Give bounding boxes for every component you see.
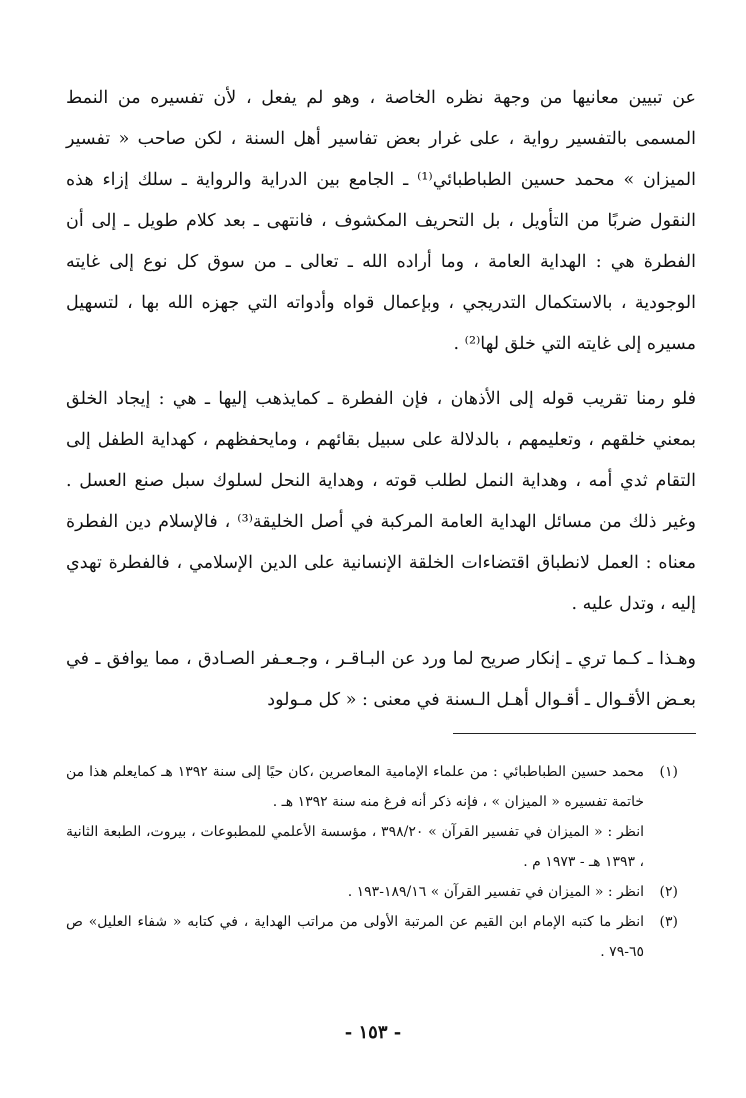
page-number: - ١٥٣ -: [344, 1022, 402, 1043]
paragraph-2: فلو رمنا تقريب قوله إلى الأذهان ، فإن الفطرة ـ كمايذهب إليها ـ هي : إيجاد الخلق بمعني خلقهم ، وتعليمهم ، بالدلالة على سبيل بقائهم ، ومايحفظهم ، كهداية الطفل إلى التقام ثدي أمه ، وهداية النمل لطلب قوته ، وهداية النحل لسلوك سبل صنع العسل . وغير ذلك من مسائل الهداية العامة المركبة في أصل الخليقة⁽³⁾ ، فالإسلام دين الفطرة معناه : العمل لانطباق اقتضاءات الخلقة الإنسانية على الدين الإسلامي ، فالفطرة تهدي إليه ، وتدل عليه .: [66, 389, 696, 614]
footnote-number: (٢): [659, 884, 678, 900]
footnote-text: انظر ما كتبه الإمام ابن القيم عن المرتبة الأولى من مراتب الهداية ، في كتابه « شفاء العليل» ص ٦٥-٧٩ .: [66, 914, 644, 960]
footnote-text: محمد حسين الطباطبائي : من علماء الإمامية المعاصرين ،كان حيًا إلى سنة ١٣٩٢ هـ كمايعلم هذا من خاتمة تفسيره « الميزان » ، فإنه ذكر أنه فرغ منه سنة ١٣٩٢ هـ .: [66, 764, 644, 810]
paragraph-1: عن تبيين معانيها من وجهة نظره الخاصة ، وهو لم يفعل ، لأن تفسيره من النمط المسمى بالتفسير رواية ، على غرار بعض تفاسير أهل السنة ، لكن صاحب « تفسير الميزان » محمد حسين الطباطبائي⁽¹⁾ ـ الجامع بين الدراية والرواية ـ سلك إزاء هذه النقول ضربًا من التأويل ، بل التحريف المكشوف ، فانتهى ـ بعد كلام طويل ـ إلى أن الفطرة هي : الهداية العامة ، وما أراده الله ـ تعالى ـ من سوق كل نوع إلى غايته الوجودية ، بالاستكمال التدريجي ، وبإعمال قواه وأدواته التي جهزه الله بها ، لتسهيل مسيره إلى غايته التي خلق لها⁽²⁾ .: [66, 88, 696, 354]
footnote-1: [66, 757, 678, 817]
footnote-2: [66, 877, 678, 907]
footnote-divider: [453, 733, 696, 734]
main-text: [66, 78, 696, 721]
footnote-text: انظر : « الميزان في تفسير القرآن » ١٨٩/١٦-١٩٣ .: [347, 884, 644, 900]
paragraph-3: وهـذا ـ كـما تري ـ إنكار صريح لما ورد عن البـاقـر ، وجـعـفر الصـادق ، مما يوافق ـ في بعـض الأقـوال ـ أقـوال أهـل الـسنة في معنى : « كل مـولود: [66, 649, 696, 710]
footnote-number: (١): [659, 764, 678, 780]
footnotes: [66, 757, 678, 967]
footnote-1-reference: انظر : « الميزان في تفسير القرآن » ٣٩٨/٢٠ ، مؤسسة الأعلمي للمطبوعات ، بيروت، الطبعة الثانية ، ١٣٩٣ هـ - ١٩٧٣ م .: [66, 824, 644, 870]
footnote-3: [66, 907, 678, 967]
footnote-number: (٣): [659, 914, 678, 930]
